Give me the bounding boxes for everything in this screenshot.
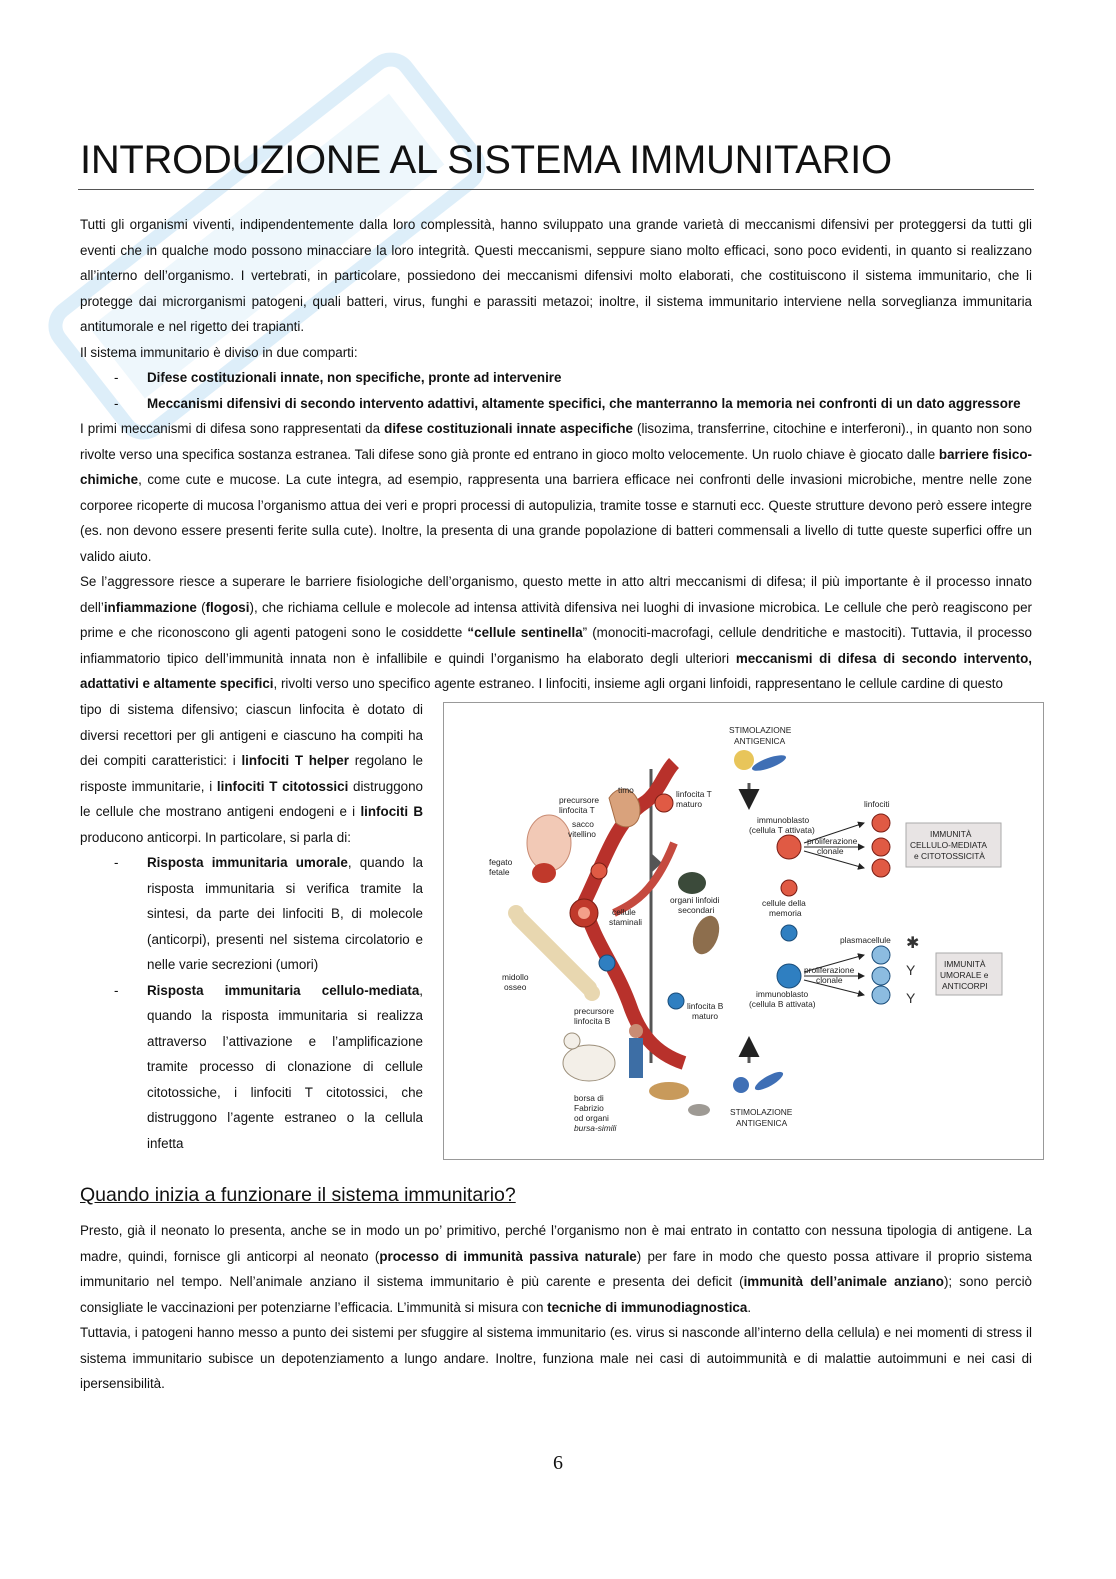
fig-label: (cellula T attivata) xyxy=(749,825,815,835)
fig-label: od organi xyxy=(574,1113,609,1123)
fig-label: borsa di xyxy=(574,1093,604,1103)
fig-label: vitellino xyxy=(568,829,596,839)
inflammation-paragraph: Se l’aggressore riesce a superare le barriere fisiologiche dell’organismo, questo mette in atto altri meccanismi di difesa; il più importante è il processo innato dell’infiammazione (flogosi), che richiama cellule e molecole ad intensa attività difensiva nei luoghi di invasione microbica. Le cellule che però reagiscono per prime e che riconoscono gli agenti patogeni sono le cosiddette “cellule sentinella” (monociti-macrofagi, cellule dendritiche e mastociti). Tuttavia, il processo infiammatorio tipico dell’immunità innata non è infallibile e quindi l’organismo ha elaborato degli ulteriori meccanismi di difesa di secondo intervento, adattativi e altamente specifici, rivolti verso uno specifico agente estraneo. I linfociti, insieme agli organi linfoidi, rappresentano le cellule cardine di questo xyxy=(80,574,1032,691)
fig-label: fegato xyxy=(489,857,513,867)
hen-illustration xyxy=(563,1045,615,1081)
list-item xyxy=(80,391,1032,417)
dog-illustration xyxy=(649,1082,689,1100)
fig-label: linfocita T xyxy=(559,805,595,815)
fig-label: maturo xyxy=(676,799,703,809)
b-immunoblast-cell xyxy=(777,964,801,988)
embryo-illustration xyxy=(527,815,571,871)
compartments-list xyxy=(80,365,1032,416)
fig-label: memoria xyxy=(769,908,802,918)
fig-label: linfocita B xyxy=(574,1016,611,1026)
fig-label: cellule xyxy=(612,907,636,917)
fig-label: linfociti xyxy=(864,799,890,809)
page-title: INTRODUZIONE AL SISTEMA IMMUNITARIO xyxy=(80,138,892,182)
antigen-icon xyxy=(734,750,754,770)
fig-box-label: IMMUNITÀ xyxy=(930,829,972,839)
fig-label: ANTIGENICA xyxy=(736,1118,788,1128)
fig-box-label: CELLULO-MEDIATA xyxy=(910,840,987,850)
bone-illustration xyxy=(519,918,589,988)
section-heading: Quando inizia a funzionare il sistema immunitario? xyxy=(80,1184,516,1206)
fig-label: sacco xyxy=(572,819,594,829)
svg-text:Y: Y xyxy=(906,962,916,978)
memory-t-cell xyxy=(781,880,797,896)
fig-label: Fabrizio xyxy=(574,1103,604,1113)
cat-illustration xyxy=(688,1104,710,1116)
fig-label: timo xyxy=(618,785,634,795)
blood-vessel xyxy=(584,763,674,903)
lymphocytes-paragraph: tipo di sistema difensivo; ciascun linfocita è dotato di diversi recettori per gli antigeni e ciascuno ha compiti ha dei compiti caratteristici: i linfociti T helper regolano le risposte immunitarie, i linfociti T citotossici distruggono le cellule che mostrano antigeni endogeni e i linfociti B producono anticorpi. In particolare, si parla di: xyxy=(80,702,424,845)
intro-paragraph: Il sistema immunitario è diviso in due comparti: xyxy=(80,344,358,360)
person-illustration xyxy=(629,1038,643,1078)
fig-label: maturo xyxy=(692,1011,719,1021)
fig-label: (cellula B attivata) xyxy=(749,999,816,1009)
fig-label: fetale xyxy=(489,867,510,877)
list-item: - Risposta immunitaria umorale, quando la risposta immunitaria si verifica tramite la sintesi, da parte dei linfociti B, di molecole (anticorpi), presenti nel sistema circolatorio e nelle varie secrezioni (umori) xyxy=(114,855,423,972)
fig-label: plasmacellule xyxy=(840,935,891,945)
svg-text:Y: Y xyxy=(906,990,916,1006)
section2-body xyxy=(80,1218,1032,1397)
innate-defenses-paragraph: I primi meccanismi di difesa sono rappresentati da difese costituzionali innate aspecifiche (lisozima, transferrine, citochine e interferoni)., in quanto non sono rivolte verso una specifica sostanza estranea. Tali difese sono già pronte ed entrano in gioco molto velocemente. Un ruolo chiave è giocato dalle barriere fisico-chimiche, come cute e mucose. La cute integra, ad esempio, rappresenta una barriera efficace nei confronti delle invasioni microbiche, mentre nelle zone corporee ricoperte di mucosa l’organismo attua dei veri e propri processi di autopulizia, tramite tosse e starnuti ecc. Queste strutture devono però essere integre (es. non devono essere presenti ferite sulla cute). Inoltre, la presenta di una grande popolazione di batteri commensali a livello di tutte queste superfici offre un valido aiuto. xyxy=(80,421,1032,564)
fig-label: STIMOLAZIONE xyxy=(729,725,792,735)
fig-label: cellule della xyxy=(762,898,806,908)
fig-label: linfocita T xyxy=(676,789,712,799)
list-dash: - xyxy=(114,370,119,385)
fig-label: immunoblasto xyxy=(757,815,810,825)
memory-b-cell xyxy=(781,925,797,941)
fig-box-label: UMORALE e xyxy=(940,970,989,980)
fig-label: ANTIGENICA xyxy=(734,736,786,746)
fig-label: precursore xyxy=(559,795,600,805)
title-rule xyxy=(78,189,1034,190)
fig-label: organi linfoidi xyxy=(670,895,720,905)
fig-box-label: ANTICORPI xyxy=(942,981,988,991)
intro-paragraph: Tutti gli organismi viventi, indipendentemente dalla loro complessità, hanno sviluppato una grande varietà di meccanismi difensivi per proteggersi da tutti gli eventi che in qualche modo possono minacciare la loro integrità. Questi meccanismi, seppure siano molto efficaci, sono poco evidenti, in quanto si realizzano all’interno dell’organismo. I vertebrati, in particolare, possiedono dei meccanismi difensivi molto elaborati, che costituiscono il sistema immunitario, che li protegge dai microrganismi patogeni, quali batteri, virus, funghi e parassiti metazoi; inoltre, il sistema immunitario interviene nella sorveglianza immunitaria antitumorale e nel rigetto dei trapianti. xyxy=(80,217,1032,334)
response-types-list xyxy=(80,850,423,1156)
list-item-text: Meccanismi difensivi di secondo intervento adattivi, altamente specifici, che manterranno la memoria nei confronti di un dato aggressore xyxy=(147,395,1021,411)
intro-section xyxy=(80,212,1032,697)
fig-label: bursa-simili xyxy=(574,1123,617,1133)
fig-box-label: IMMUNITÀ xyxy=(944,959,986,969)
list-dash: - xyxy=(114,395,119,411)
fig-label: midollo xyxy=(502,972,529,982)
immune-diagram xyxy=(444,703,1043,1159)
lymphocytes-column xyxy=(80,697,423,1156)
fig-label: proliferazione xyxy=(807,836,858,846)
t-immunoblast-cell xyxy=(777,835,801,859)
fig-label: staminali xyxy=(609,917,643,927)
fig-label: clonale xyxy=(817,846,844,856)
list-item: - Risposta immunitaria cellulo-mediata, quando la risposta immunitaria si realizza attraverso l’attivazione e l’amplificazione tramite processo di clonazione di cellule citotossiche, i linfociti T citotossici, che distruggono l’agente estraneo o la cellula infetta xyxy=(114,982,423,1151)
svg-text:✱: ✱ xyxy=(906,935,920,952)
list-item-text: Difese costituzionali innate, non specifiche, pronte ad intervenire xyxy=(147,370,562,385)
fig-label: osseo xyxy=(504,982,527,992)
section2-paragraph: Presto, già il neonato lo presenta, anche se in modo un po’ primitivo, perché l’organismo non è mai entrato in contatto con nessuna tipologia di antigene. La madre, quindi, fornisce gli anticorpi al neonato (processo di immunità passiva naturale) per fare in modo che questo possa attivare il proprio sistema immunitario nel tempo. Nell’animale anziano il sistema immunitario è più carente e presenta dei deficit (immunità dell’animale anziano); sono perciò consigliate le vaccinazioni per potenziarne l’efficacia. L’immunità si misura con tecniche di immunodiagnostica. xyxy=(80,1223,1032,1315)
list-item xyxy=(80,365,1032,391)
fig-label: secondari xyxy=(678,905,715,915)
immune-system-figure xyxy=(443,702,1044,1160)
fig-label: precursore xyxy=(574,1006,615,1016)
page-number: 6 xyxy=(553,1452,563,1474)
fig-label: immunoblasto xyxy=(756,989,809,999)
fig-label: proliferazione xyxy=(804,965,855,975)
section2-paragraph: Tuttavia, i patogeni hanno messo a punto dei sistemi per sfuggire al sistema immunitario (es. virus si nasconde all’interno della cellula) e nei momenti di stress il sistema immunitario subisce un depotenziamento a lungo andare. Inoltre, funziona male nei casi di autoimmunità e di malattie autoimmuni e nei casi di ipersensibilità. xyxy=(80,1325,1032,1391)
fig-label: linfocita B xyxy=(687,1001,724,1011)
fig-label: STIMOLAZIONE xyxy=(730,1107,793,1117)
fig-label: clonale xyxy=(816,975,843,985)
fig-box-label: e CITOTOSSICITÀ xyxy=(914,851,985,861)
